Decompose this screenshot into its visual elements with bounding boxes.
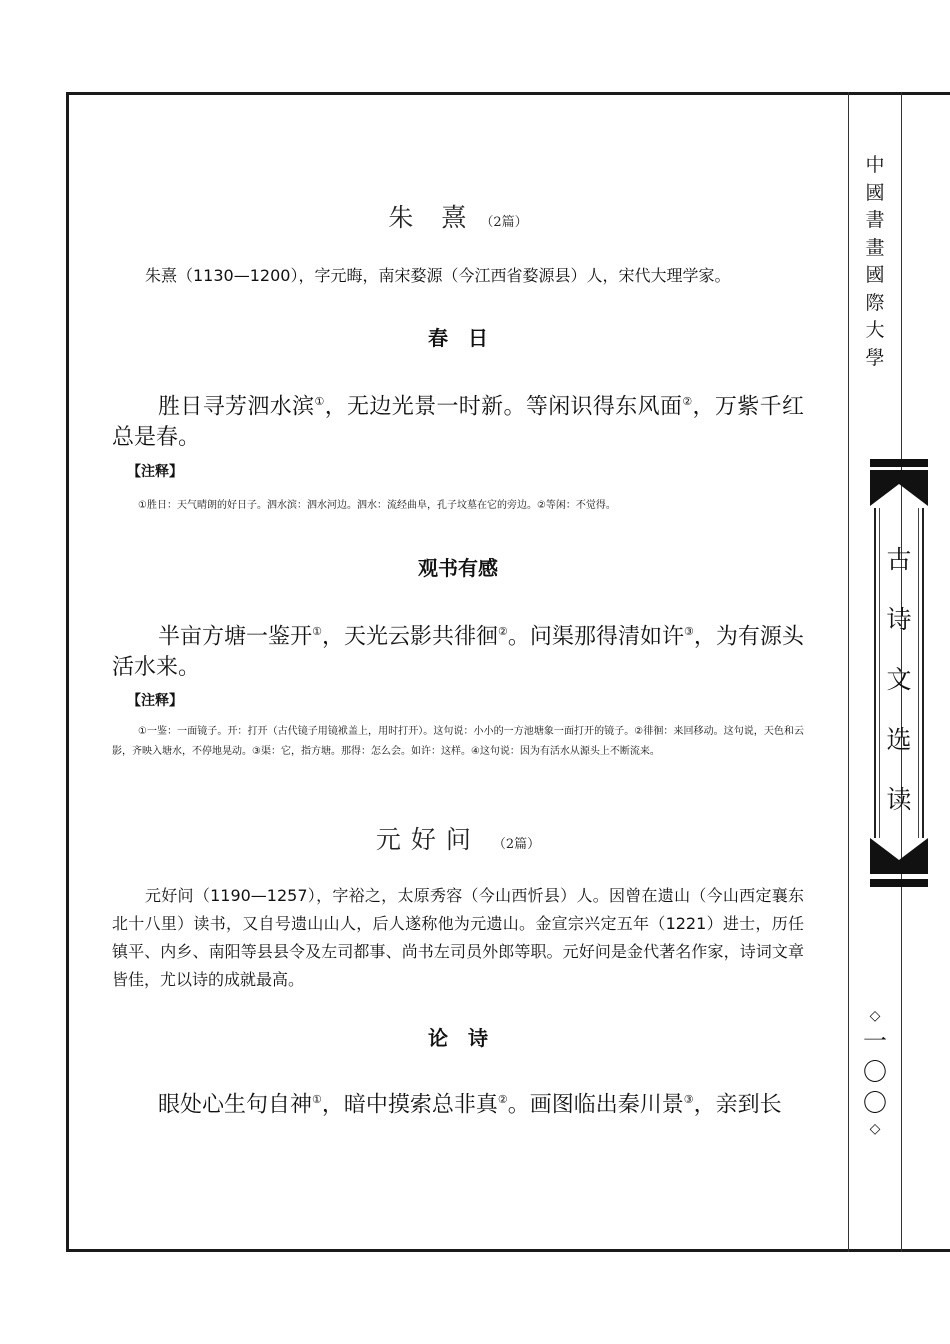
poem-segment: ，天光云影共徘徊 (321, 624, 499, 650)
author-heading-zhuxi (112, 198, 804, 234)
poem-segment: 眼处心生句自神 (158, 1092, 313, 1118)
ornament-cap-top (870, 470, 928, 506)
note-marker: ② (682, 395, 693, 408)
author-bio-zhuxi: 朱熹（1130—1200），字元晦，南宋婺源（今江西省婺源县）人，宋代大理学家。 (145, 266, 731, 285)
note-heading: 【注释】 (127, 693, 183, 709)
note-heading: 【注释】 (127, 464, 183, 480)
note-marker: ① (312, 625, 322, 638)
author-bio-yuanhaowen: 元好问（1190—1257），字裕之，太原秀容（今山西忻县）人。因曾在遗山（今山西定襄东北十八里）读书，又自号遗山山人，后人遂称他为元遗山。金宣宗兴定五年（1221）进士，历任镇平、内乡、南阳等县县令及左司都事、尚书左司员外郎等职。元好问是金代著名作家，诗词文章皆佳，尤以诗的成就最高。 (112, 886, 804, 989)
school-name (860, 152, 890, 372)
poem-count: （2篇） (480, 215, 528, 230)
school-char: 際 (865, 291, 885, 314)
poem-segment: 胜日寻芳泗水滨 (158, 394, 315, 420)
author-heading-yuanhaowen (112, 820, 804, 856)
series-char: 文 (886, 665, 912, 694)
ornament-bar-top (870, 459, 928, 467)
ornament-bar-bottom (870, 879, 928, 887)
page-marker-bottom: ◇ (869, 1121, 881, 1137)
series-char: 诗 (886, 605, 912, 634)
poem-text-chunri (112, 386, 804, 453)
page-number (860, 1006, 890, 1139)
poem-title-chunri: 春 日 (428, 326, 488, 350)
series-char: 选 (886, 725, 912, 754)
poem-title-guanshu: 观书有感 (418, 556, 498, 580)
author-char: 朱 (388, 203, 416, 232)
ornament-cap-bottom (870, 838, 928, 874)
note-text-chunri: ①胜日：天气晴朗的好日子。泗水滨：泗水河边。泗水：流经曲阜，孔子坟墓在它的旁边。②等闲：不觉得。 (138, 500, 616, 511)
poem-segment: ，无边光景一时新。等闲识得东风面 (324, 394, 683, 420)
series-char: 读 (886, 785, 912, 814)
poem-text-guanshu (112, 616, 804, 683)
school-char: 國 (865, 181, 885, 204)
author-char: 熹 (441, 203, 469, 232)
poem-segment: ，万紫千红总是春。 (112, 394, 804, 451)
note-marker: ③ (684, 625, 694, 638)
school-char: 學 (865, 346, 885, 369)
page-digit: 〇 (863, 1089, 887, 1117)
note-marker: ② (498, 625, 508, 638)
note-marker: ① (314, 395, 325, 408)
school-char: 大 (865, 319, 885, 341)
poem-title-lunshi: 论 诗 (428, 1026, 488, 1050)
school-char: 畫 (865, 236, 885, 259)
poem-segment: 。画图临出秦川景 (507, 1092, 684, 1118)
poem-segment: ，亲到长 (693, 1092, 782, 1118)
page-marker-top: ◇ (869, 1008, 881, 1024)
note-marker: ② (497, 1093, 508, 1106)
page-digit: 一 (863, 1027, 887, 1055)
author-name: 元好问 (375, 825, 481, 854)
poem-text-lunshi (112, 1084, 804, 1120)
school-char: 國 (865, 264, 885, 286)
note-marker: ① (312, 1093, 322, 1106)
series-char: 古 (886, 545, 912, 574)
page-digit: 〇 (863, 1058, 887, 1086)
school-char: 中 (865, 154, 885, 176)
series-title (874, 530, 924, 830)
note-marker: ③ (683, 1093, 694, 1106)
school-char: 書 (865, 209, 885, 231)
poem-segment: 半亩方塘一鉴开 (158, 624, 313, 650)
poem-segment: ，为有源头活水来。 (112, 624, 804, 681)
note-text-guanshu: ①一鉴：一面镜子。开：打开（古代镜子用镜袱盖上，用时打开）。这句说：小小的一方池塘象一面打开的镜子。②徘徊：来回移动。这句说，天色和云影，齐映入塘水，不停地晃动。③渠：它，指方塘。那得：怎么会。如许：这样。④这句说：因为有活水从源头上不断流来。 (112, 726, 804, 757)
poem-segment: ，暗中摸索总非真 (321, 1092, 498, 1118)
poem-segment: 。问渠那得清如许 (507, 624, 685, 650)
poem-count: （2篇） (492, 837, 541, 852)
